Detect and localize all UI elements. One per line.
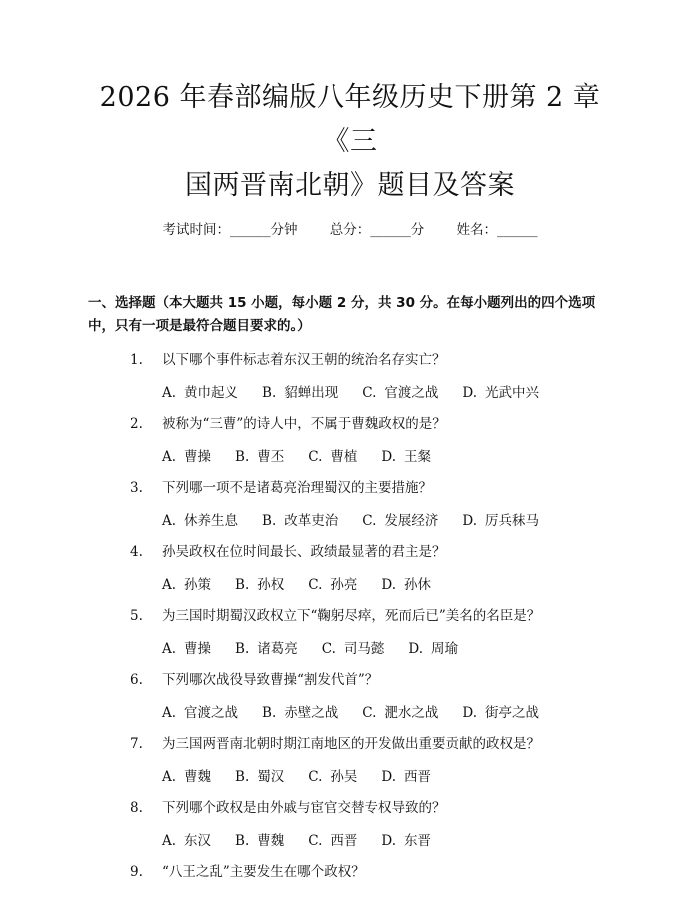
option-text: 孙吴 (330, 769, 358, 785)
option-letter: A. (162, 705, 177, 721)
option-letter: C. (308, 577, 323, 593)
answer-option (162, 831, 211, 851)
option-letter: D. (381, 577, 397, 593)
option-letter: B. (235, 769, 250, 785)
option-text: 曹操 (184, 641, 212, 657)
option-letter: A. (162, 769, 177, 785)
exam-time-field: 考试时间：______分钟 (162, 222, 298, 238)
question-text: 被称为“三曹”的诗人中，不属于曹魏政权的是？ (162, 416, 446, 432)
question-stem (96, 670, 604, 690)
option-text: 司马懿 (343, 641, 385, 657)
answer-options (96, 767, 604, 787)
question-text: “八王之乱”主要发生在哪个政权？ (162, 864, 365, 880)
question-item (96, 478, 604, 531)
question-stem (96, 734, 604, 754)
option-letter: C. (362, 705, 377, 721)
question-text: 孙吴政权在位时间最长、政绩最显著的君主是？ (162, 544, 446, 560)
option-letter: D. (381, 769, 397, 785)
answer-option (162, 575, 211, 595)
total-score-field: 总分：______分 (329, 222, 425, 238)
option-letter: A. (162, 833, 177, 849)
option-text: 孙策 (184, 577, 212, 593)
question-text: 为三国时期蜀汉政权立下“鞠躬尽瘁，死而后已”美名的名臣是？ (162, 608, 541, 624)
option-letter: B. (235, 577, 250, 593)
option-text: 街亭之战 (485, 705, 540, 721)
question-item (96, 734, 604, 787)
answer-option (235, 831, 284, 851)
option-letter: C. (321, 641, 336, 657)
answer-option (162, 511, 238, 531)
option-letter: A. (162, 577, 177, 593)
question-number: 1. (130, 352, 143, 368)
answer-option (235, 767, 284, 787)
option-text: 诸葛亮 (257, 641, 298, 657)
question-number: 2. (130, 416, 143, 432)
option-text: 发展经济 (384, 513, 439, 529)
option-letter: C. (308, 833, 323, 849)
title-line-2: 国两晋南北朝》题目及答案 (185, 170, 515, 201)
answer-options (96, 447, 604, 467)
option-letter: B. (235, 641, 250, 657)
answer-option (235, 447, 284, 467)
option-letter: B. (262, 385, 277, 401)
question-text: 下列哪次战役导致曹操“割发代首”？ (162, 672, 379, 688)
question-number: 7. (130, 736, 143, 752)
student-name-field: 姓名：______ (456, 222, 538, 238)
option-text: 王粲 (404, 449, 432, 465)
question-item (96, 862, 604, 882)
option-letter: C. (362, 385, 377, 401)
question-number: 9. (130, 864, 143, 880)
answer-option (262, 383, 338, 403)
answer-option (308, 575, 357, 595)
answer-options (96, 831, 604, 851)
question-stem (96, 542, 604, 562)
option-text: 孙休 (404, 577, 432, 593)
option-letter: C. (308, 769, 323, 785)
question-stem (96, 350, 604, 370)
option-letter: D. (462, 513, 478, 529)
question-list (96, 350, 604, 882)
option-text: 曹丕 (257, 449, 285, 465)
question-number: 6. (130, 672, 143, 688)
option-letter: A. (162, 449, 177, 465)
question-stem (96, 798, 604, 818)
answer-option (322, 639, 385, 659)
option-text: 西晋 (330, 833, 358, 849)
option-text: 孙亮 (330, 577, 358, 593)
option-text: 孙权 (257, 577, 285, 593)
answer-option (381, 831, 431, 851)
option-letter: B. (262, 705, 277, 721)
answer-option (408, 639, 458, 659)
answer-option (162, 703, 238, 723)
option-text: 官渡之战 (184, 705, 239, 721)
option-letter: A. (162, 385, 177, 401)
option-letter: A. (162, 641, 177, 657)
option-letter: D. (462, 385, 478, 401)
option-letter: B. (262, 513, 277, 529)
section-heading-multiple-choice: 一、选择题（本大题共 15 小题，每小题 2 分，共 30 分。在每小题列出的四个选项中，只有一项是最符合题目要求的。） (88, 295, 596, 334)
answer-option (162, 767, 211, 787)
answer-option (462, 703, 539, 723)
answer-option (362, 383, 438, 403)
question-number: 4. (130, 544, 143, 560)
option-text: 曹植 (330, 449, 358, 465)
option-text: 东晋 (404, 833, 432, 849)
question-item (96, 414, 604, 467)
option-text: 貂蝉出现 (284, 385, 339, 401)
answer-option (462, 383, 539, 403)
question-stem (96, 414, 604, 434)
answer-option (262, 511, 338, 531)
option-text: 淝水之战 (384, 705, 439, 721)
option-letter: A. (162, 513, 177, 529)
option-text: 官渡之战 (384, 385, 439, 401)
answer-options (96, 703, 604, 723)
question-text: 为三国两晋南北朝时期江南地区的开发做出重要贡献的政权是？ (162, 736, 540, 752)
option-text: 黄巾起义 (184, 385, 239, 401)
title-line-1: 2026 年春部编版八年级历史下册第 2 章《三 (99, 82, 601, 157)
option-text: 曹魏 (184, 769, 212, 785)
question-stem (96, 478, 604, 498)
answer-option (381, 575, 431, 595)
answer-option (308, 831, 357, 851)
answer-options (96, 639, 604, 659)
question-number: 3. (130, 480, 143, 496)
option-letter: B. (235, 833, 250, 849)
option-letter: D. (462, 705, 478, 721)
option-text: 光武中兴 (485, 385, 540, 401)
option-text: 西晋 (404, 769, 432, 785)
option-letter: B. (235, 449, 250, 465)
answer-option (262, 703, 338, 723)
option-letter: D. (381, 833, 397, 849)
question-item (96, 798, 604, 851)
answer-option (381, 447, 431, 467)
question-stem (96, 862, 604, 882)
answer-option (235, 575, 284, 595)
answer-option (162, 447, 211, 467)
question-number: 8. (130, 800, 143, 816)
question-text: 下列哪个政权是由外戚与宦官交替专权导致的？ (162, 800, 446, 816)
answer-option (308, 447, 357, 467)
answer-option (362, 511, 438, 531)
answer-options (96, 575, 604, 595)
question-text: 下列哪一项不是诸葛亮治理蜀汉的主要措施？ (162, 480, 432, 496)
option-text: 蜀汉 (257, 769, 285, 785)
answer-option (462, 511, 539, 531)
question-item (96, 670, 604, 723)
option-text: 周瑜 (431, 641, 459, 657)
option-letter: C. (362, 513, 377, 529)
answer-option (362, 703, 438, 723)
question-stem (96, 606, 604, 626)
option-text: 休养生息 (184, 513, 239, 529)
question-number: 5. (130, 608, 143, 624)
option-letter: D. (408, 641, 424, 657)
answer-option (308, 767, 357, 787)
option-text: 赤壁之战 (284, 705, 339, 721)
option-text: 曹操 (184, 449, 212, 465)
question-text: 以下哪个事件标志着东汉王朝的统治名存实亡？ (162, 352, 446, 368)
option-text: 厉兵秣马 (485, 513, 540, 529)
answer-options (96, 511, 604, 531)
question-item (96, 542, 604, 595)
question-item (96, 350, 604, 403)
exam-info-row (96, 220, 604, 240)
document-title (96, 0, 604, 208)
answer-option (381, 767, 431, 787)
question-item (96, 606, 604, 659)
answer-option (235, 639, 298, 659)
answer-option (162, 639, 211, 659)
option-text: 曹魏 (257, 833, 285, 849)
option-text: 东汉 (184, 833, 212, 849)
option-letter: C. (308, 449, 323, 465)
option-text: 改革吏治 (284, 513, 339, 529)
answer-option (162, 383, 238, 403)
option-letter: D. (381, 449, 397, 465)
answer-options (96, 383, 604, 403)
